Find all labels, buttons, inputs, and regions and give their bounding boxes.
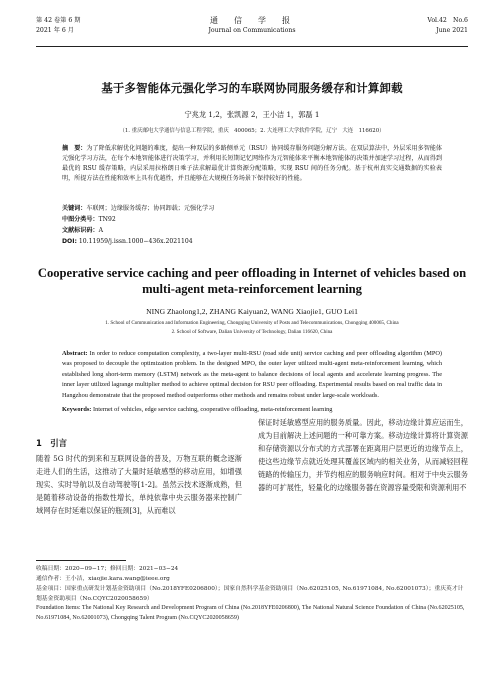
clc-number bbox=[62, 215, 116, 225]
english-keywords-label: Keywords: bbox=[62, 406, 92, 413]
journal-name-en: Journal on Communications bbox=[208, 27, 296, 34]
english-title: Cooperative service caching and peer offloading in Internet of vehicles based on multi-agent meta-reinforcement learning bbox=[37, 266, 467, 296]
clc-label: 中图分类号： bbox=[62, 216, 99, 223]
english-keywords bbox=[62, 405, 442, 415]
header-right bbox=[427, 16, 468, 36]
date-en: June 2021 bbox=[436, 27, 468, 34]
footnote-received: 收稿日期：2020−09−17；修回日期：2021−03−24 bbox=[36, 566, 179, 572]
english-abstract bbox=[62, 349, 442, 401]
chinese-abstract-label: 摘 要： bbox=[62, 145, 87, 152]
footnote-rule bbox=[36, 560, 126, 561]
english-affiliation-2: 2. School of Software, Dalian University of Technology, Dalian 116620, China bbox=[171, 329, 333, 335]
chinese-keywords-label: 关键词： bbox=[62, 205, 87, 212]
document-code-value: A bbox=[98, 227, 103, 234]
chinese-abstract-text: 为了降低求解优化问题的难度，提出一种双层的多路侧单元（RSU）协同缓存服务问题分解方法。在双层算法中，外层采用多智能体元强化学习方法，在每个本地智能体进行决策学习，并利用长短期记忆网络作为元智能体来平衡本地智能体的决策并加速学习过程，从而得到最优的 RSU 缓存策略，内层采用拉格朗日乘子法求解最优计算资源分配策略，实现 RSU 间的任务分配。基于杭州真实交通数据的实验表明，所提方法在性能和效率上具有优越性，并且能够在大规模任务场景下保持较好的性能。 bbox=[62, 145, 442, 182]
chinese-title: 基于多智能体元强化学习的车联网协同服务缓存和计算卸载 bbox=[101, 81, 403, 95]
document-code bbox=[62, 226, 103, 236]
chinese-authors: 宁兆龙 1,2，张凯源 2，王小洁 1，郭磊 1 bbox=[184, 110, 320, 119]
volume-en: Vol.42 No.6 bbox=[427, 17, 468, 24]
chinese-keywords bbox=[62, 204, 214, 214]
footnote-funding-cn: 基金项目：国家重点研发计划基金资助项目（No.2018YFE0206800）；国家自然科学基金资助项目（No.62025105, No.61971084, No.62001073）；重庆英才计划基金资助项目（No.CQYC2020058659） bbox=[36, 586, 464, 602]
clc-value: TN92 bbox=[98, 216, 116, 223]
footnote-funding-en: Foundation Items: The National Key Research and Development Program of China (No.2018YFE0206800), The National Natural Science Foundation of China (No.62025105, No.61971084, No.62001073), Chongqing Talent Program (No.CQYC2020058659) bbox=[36, 605, 465, 621]
journal-name-cn: 通 信 学 报 bbox=[210, 16, 294, 25]
chinese-affiliations: （1. 重庆邮电大学通信与信息工程学院，重庆 400065；2. 大连理工大学软件学院，辽宁 大连 116620） bbox=[119, 128, 385, 134]
english-abstract-text: In order to reduce computation complexity, a two-layer multi-RSU (road side unit) service caching and peer offloading algorithm (MPO) was proposed to decouple the optimization problem. In the designed MPO, the outer layer utilized multi-agent meta-reinforcement learning, which established long short-term memory (LSTM) network as the meta-agent to balance decisions of local agents and accelerate learning progress. The inner layer utilized lagrange multiplier method to achieve optimal decision for RSU peer offloading. Experimental results based on real traffic data in Hangzhou demonstrate that the proposed method outperforms other methods and remains robust under large-scale workloads. bbox=[62, 350, 442, 399]
footnote-corresponding: 通信作者：王小洁，xiaojie.kara.wang@ieee.org bbox=[36, 576, 170, 582]
chinese-abstract bbox=[62, 144, 442, 184]
doi-value[interactable]: 10.11959/j.issn.1000−436x.2021104 bbox=[78, 238, 193, 245]
body-column-left: 随着 5G 时代的到来和互联网设备的普及，万物互联的概念逐渐走进人们的生活，这推动了大量时延敏感型的移动应用，如增强现实、实时导航以及自动驾驶等[1-2]。虽然云技术逐渐成熟，但是随着移动设备的指数性增长，单纯依靠中央云服务器来控制广域网存在时延难以保证的瓶颈[3]，从而难以 bbox=[36, 454, 242, 516]
chinese-keywords-text: 车联网；边缘服务缓存；协同卸载；元强化学习 bbox=[86, 205, 215, 212]
english-affiliation-1: 1. School of Communication and Information Engineering, Chongqing University of Posts and Telecommunications, Chongqing 400065, China bbox=[105, 320, 399, 326]
english-authors: NING Zhaolong1,2, ZHANG Kaiyuan2, WANG Xiaojie1, GUO Lei1 bbox=[146, 307, 358, 316]
volume-cn: 第 42 卷第 6 期 bbox=[36, 17, 81, 24]
english-abstract-label: Abstract: bbox=[62, 350, 88, 357]
document-code-label: 文献标识码： bbox=[62, 227, 99, 234]
header-rule bbox=[36, 46, 468, 47]
section-heading-introduction: 1 引言 bbox=[36, 438, 67, 448]
running-header bbox=[36, 16, 468, 42]
doi bbox=[62, 237, 193, 247]
header-center bbox=[36, 16, 468, 36]
date-cn: 2021 年 6 月 bbox=[36, 27, 74, 34]
doi-label: DOI: bbox=[62, 238, 77, 245]
body-column-right: 保证时延敏感型应用的服务质量。因此，移动边缘计算应运而生，成为目前解决上述问题的一种可靠方案。移动边缘计算将计算资源和存储资源以分布式的方式部署在距离用户层更近的边缘节点上，使这些边缘节点就近处理其覆盖区域内的相关业务，从而减轻回程链路的传输压力，并节约相应的服务响应时间。相对于中央云服务器的可扩展性，轻量化的边缘服务器在资源容量受限和资源利用不 bbox=[258, 418, 468, 493]
english-keywords-text: Internet of vehicles, edge service caching, cooperative offloading, meta-reinforcement learning bbox=[92, 406, 333, 413]
